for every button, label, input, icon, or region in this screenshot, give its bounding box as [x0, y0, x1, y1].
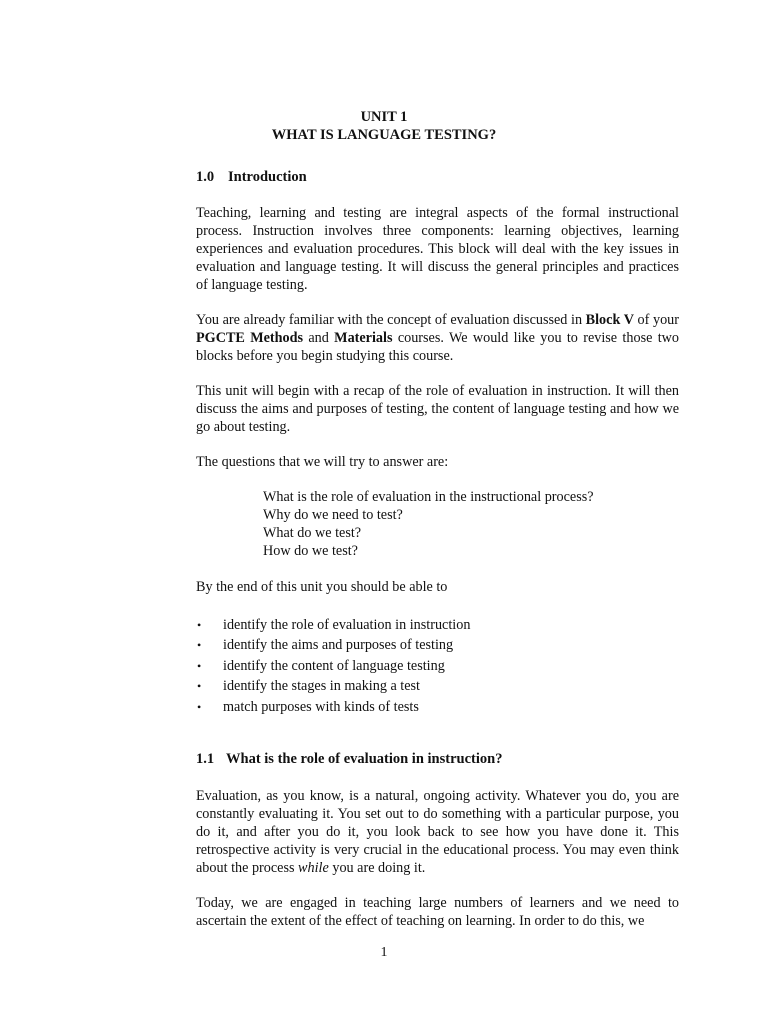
bullet-icon: • [197, 699, 202, 714]
text-run: you are doing it. [328, 859, 426, 876]
question-item: How do we test? [263, 542, 358, 559]
objective-item [196, 635, 470, 655]
text-run: courses. We would like you to revise those two blocks before you begin studying this course. [196, 329, 679, 364]
question-item: What do we test? [263, 524, 362, 541]
section-heading-intro [196, 169, 307, 186]
intro-paragraph-3: This unit will begin with a recap of the role of evaluation in instruction. It will then discuss the aims and purposes of testing, the content of language testing and how we go about testing. [196, 383, 679, 435]
section-title: Introduction [228, 169, 307, 185]
text-run: and [303, 329, 335, 346]
question-item: What is the role of evaluation in the instructional process? [263, 489, 594, 505]
intro-paragraph-1: Teaching, learning and testing are integral aspects of the formal instructional process. Instruction involves three components: learning objectives, learning experiences and evaluation procedures. This block will deal with the key issues in evaluation and language testing. It will discuss the general principles and practices of language testing. [196, 205, 679, 293]
bold-text-block-v: Block V [585, 312, 634, 328]
intro-paragraph-2 [196, 312, 679, 366]
bullet-icon: • [197, 679, 202, 694]
intro-paragraph-4: The questions that we will try to answer are: [196, 454, 449, 470]
objective-text: identify the stages in making a test [223, 678, 421, 695]
text-run: Evaluation, as you know, is a natural, ongoing activity. Whatever you do, you are constantly evaluating it. You set out to do something with a particular purpose, you do it, and after you do it, you look back to see how you have done it. This retrospective activity is very crucial in the educational process. You may even think about the process [196, 788, 679, 876]
question-item: Why do we need to test? [263, 506, 403, 523]
objectives-list [196, 615, 470, 717]
section-1-1-paragraph-2: Today, we are engaged in teaching large numbers of learners and we need to ascertain the extent of the effect of teaching on learning. In order to do this, we [196, 895, 679, 929]
objective-item [196, 656, 470, 676]
bold-text-pgcte-methods: PGCTE Methods [196, 329, 304, 346]
objective-item [196, 697, 470, 717]
intro-paragraph-5: By the end of this unit you should be able to [196, 579, 448, 595]
objective-text: identify the role of evaluation in instruction [223, 617, 471, 633]
text-run: You are already familiar with the concept of evaluation discussed in [196, 312, 586, 328]
section-1-1-paragraph-1 [196, 788, 679, 878]
objective-text: identify the aims and purposes of testing [223, 637, 454, 654]
text-run: of your [633, 312, 679, 328]
section-heading-1-1 [196, 751, 502, 768]
section-number: 1.0 [196, 169, 215, 185]
question-list [263, 489, 594, 561]
bold-text-materials: Materials [334, 329, 393, 346]
objective-item [196, 676, 470, 696]
page-number: 1 [380, 945, 388, 960]
bullet-icon: • [197, 638, 202, 653]
section-number: 1.1 [196, 751, 215, 767]
unit-title: WHAT IS LANGUAGE TESTING? [271, 127, 497, 143]
bullet-icon: • [197, 658, 202, 673]
unit-label: UNIT 1 [360, 109, 408, 125]
bullet-icon: • [197, 618, 202, 632]
italic-text-while: while [298, 859, 329, 876]
objective-item [196, 615, 470, 635]
objective-text: match purposes with kinds of tests [223, 698, 419, 715]
objective-text: identify the content of language testing [223, 657, 445, 674]
section-title: What is the role of evaluation in instruction? [226, 751, 503, 767]
